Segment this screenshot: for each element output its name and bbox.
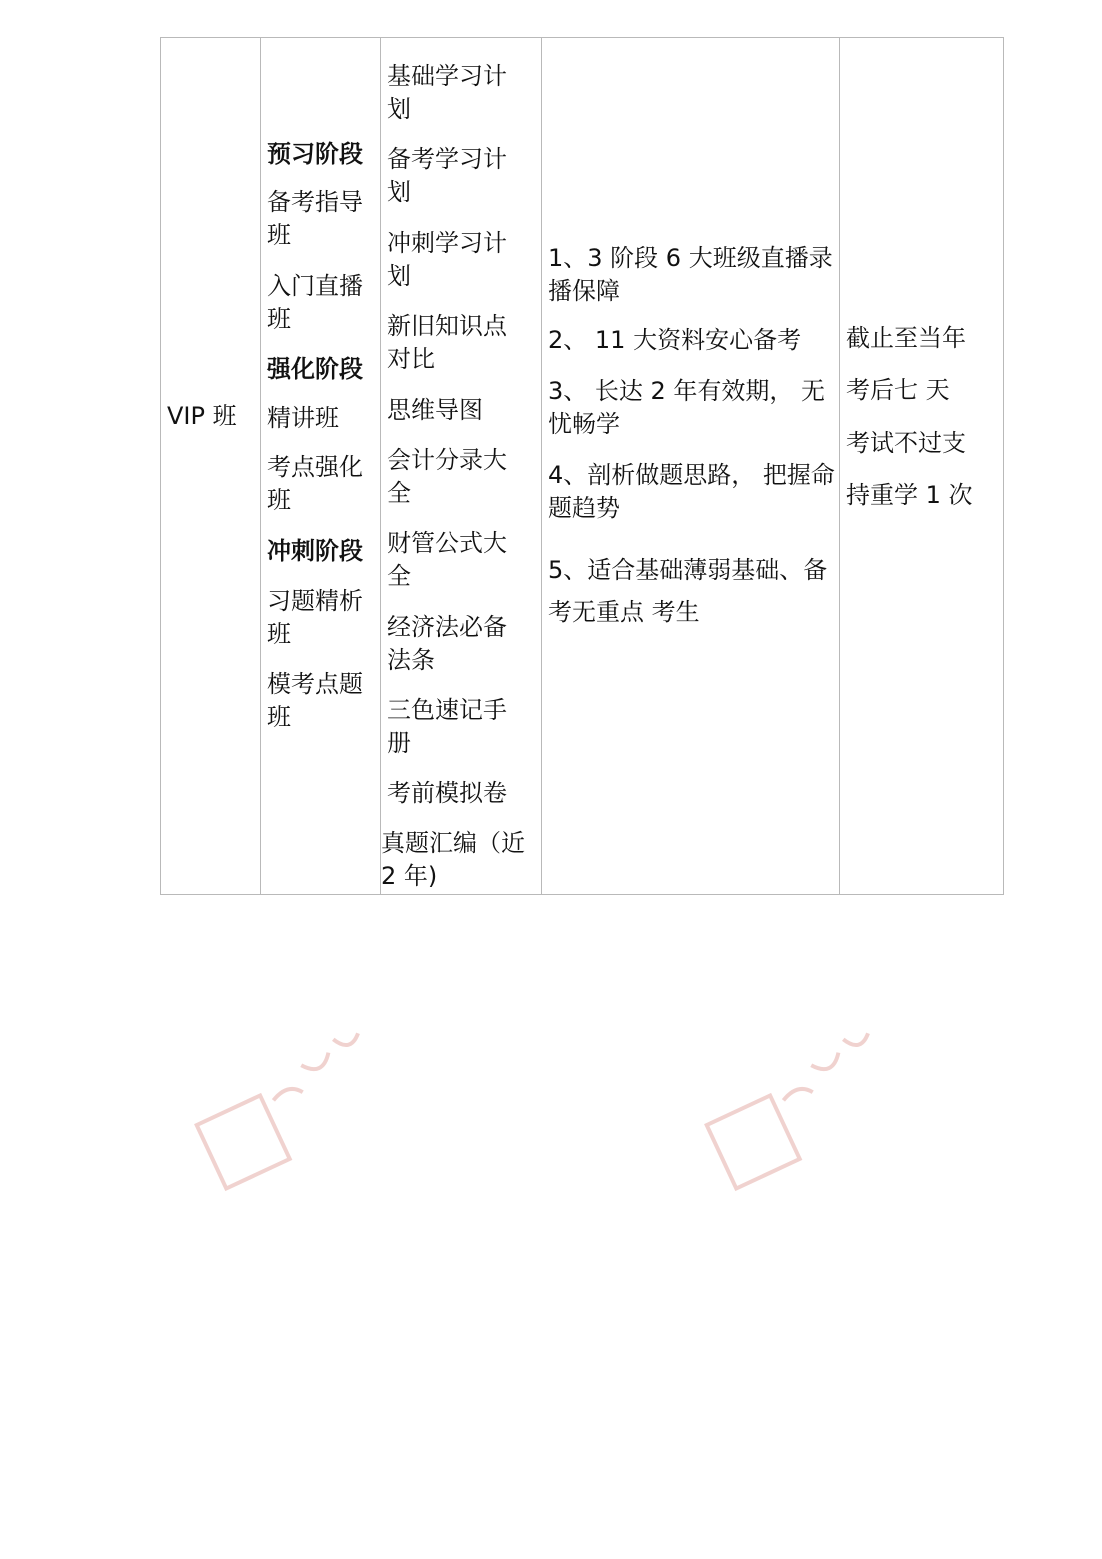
service-line: 截止至当年 [846, 324, 966, 352]
feature-item: 1、3 阶段 6 大班级直播录播保障 [548, 244, 833, 305]
class-name-cell [161, 38, 261, 895]
material-item: 基础学习计划 [387, 62, 507, 123]
stage-item: 考点强化班 [267, 453, 363, 514]
class-name: VIP 班 [167, 402, 237, 430]
feature-item: 3、 长达 2 年有效期， 无忧畅学 [548, 377, 826, 438]
features-cell [542, 38, 840, 895]
stage-heading: 预习阶段 [267, 140, 363, 168]
stages-cell [261, 38, 381, 895]
stage-item: 备考指导班 [267, 188, 363, 249]
material-item: 三色速记手册 [387, 696, 507, 757]
feature-item: 5、适合基础薄弱基础、备考无重点 考生 [548, 556, 828, 626]
materials-cell [381, 38, 542, 895]
material-item: 冲刺学习计划 [387, 229, 507, 290]
feature-item: 4、剖析做题思路， 把握命题趋势 [548, 461, 835, 522]
material-item: 考前模拟卷 [387, 779, 507, 807]
material-item: 新旧知识点对比 [387, 312, 507, 373]
service-line: 考试不过支 [846, 429, 966, 457]
course-table [160, 37, 1004, 895]
feature-item: 2、 11 大资料安心备考 [548, 326, 802, 354]
stage-item: 精讲班 [267, 404, 339, 432]
service-line: 持重学 1 次 [846, 481, 973, 509]
material-item: 备考学习计划 [387, 145, 507, 206]
service-cell [840, 38, 1004, 895]
material-item: 会计分录大全 [387, 446, 507, 507]
material-item: 思维导图 [387, 396, 483, 424]
stage-item: 模考点题班 [267, 670, 363, 731]
table-row [161, 38, 1004, 895]
material-item: 财管公式大全 [387, 529, 507, 590]
watermark-logo [180, 1010, 420, 1210]
watermark-logo [690, 1010, 930, 1210]
stage-item: 入门直播班 [267, 272, 363, 333]
material-item: 真题汇编（近 2 年) [381, 829, 525, 890]
stage-item: 习题精析班 [267, 587, 363, 648]
service-line: 考后七 天 [846, 376, 950, 404]
material-item: 经济法必备法条 [387, 613, 507, 674]
stage-heading: 冲刺阶段 [267, 537, 363, 565]
stage-heading: 强化阶段 [267, 355, 363, 383]
